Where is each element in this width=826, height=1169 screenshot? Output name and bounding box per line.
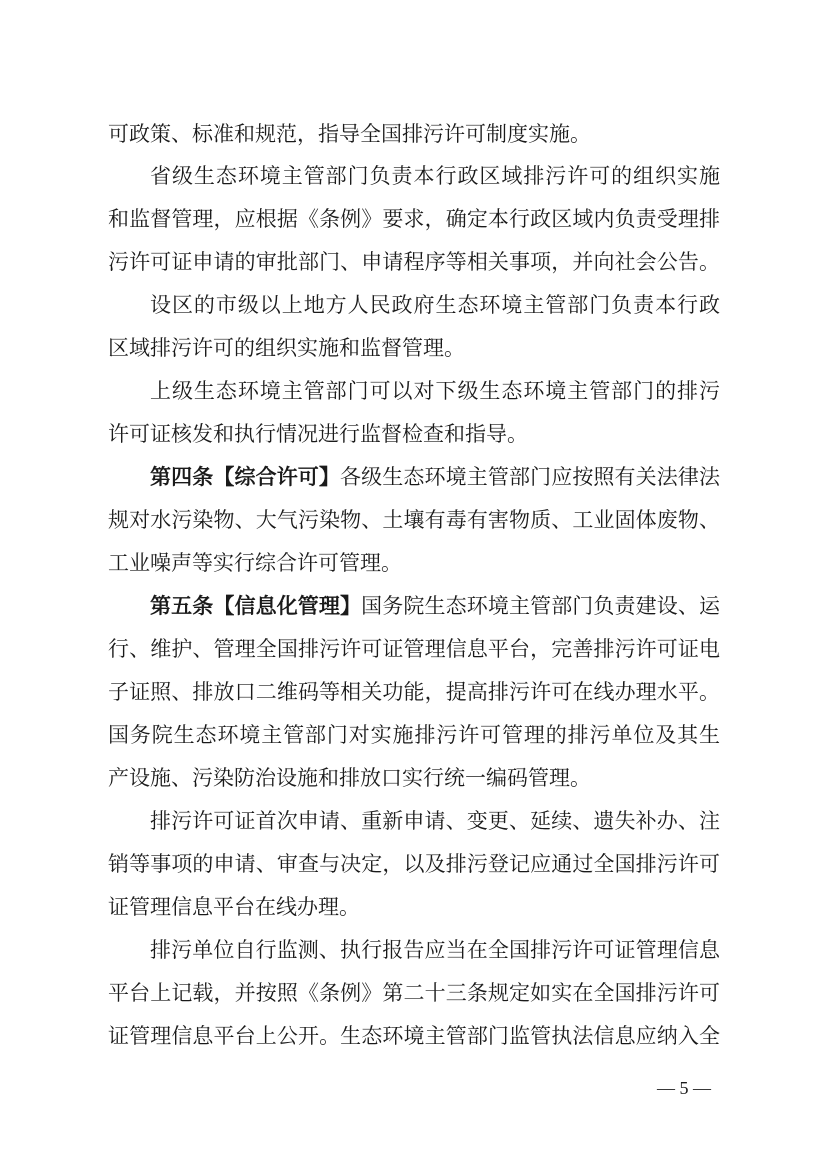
text-line: 排污单位自行监测、执行报告应当在全国排污许可证管理信息: [150, 938, 720, 962]
text-line: 行、维护、管理全国排污许可证管理信息平台，完善排污许可证电: [108, 637, 720, 661]
text-line: 工业噪声等实行综合许可管理。: [108, 551, 402, 575]
text-line: 国务院生态环境主管部门对实施排污许可管理的排污单位及其生: [108, 723, 720, 747]
text-line: 规对水污染物、大气污染物、土壤有毒有害物质、工业固体废物、: [108, 508, 720, 532]
text-line: 证管理信息平台在线办理。: [108, 895, 360, 919]
text-line: 销等事项的申请、审查与决定，以及排污登记应通过全国排污许可: [108, 852, 720, 876]
article-4-line: [150, 462, 720, 492]
text-line: 省级生态环境主管部门负责本行政区域排污许可的组织实施: [150, 164, 720, 188]
text-line: 区域排污许可的组织实施和监督管理。: [108, 336, 465, 360]
text-line: 平台上记载，并按照《条例》第二十三条规定如实在全国排污许可: [108, 981, 720, 1005]
article-4-title: 第四条【综合许可】: [150, 465, 341, 489]
text-line: 产设施、污染防治设施和排放口实行统一编码管理。: [108, 766, 591, 790]
article-5-line: [150, 591, 720, 621]
text-line: 可政策、标准和规范，指导全国排污许可制度实施。: [108, 122, 591, 146]
text-line: 子证照、排放口二维码等相关功能，提高排污许可在线办理水平。: [108, 680, 720, 704]
text-line: 许可证核发和执行情况进行监督检查和指导。: [108, 422, 528, 446]
page-number: — 5 —: [657, 1078, 711, 1098]
text-line: 设区的市级以上地方人民政府生态环境主管部门负责本行政: [150, 293, 720, 317]
text-line: 排污许可证首次申请、重新申请、变更、延续、遗失补办、注: [150, 809, 720, 833]
article-5-title: 第五条【信息化管理】: [150, 594, 362, 618]
article-4-text: 各级生态环境主管部门应按照有关法律法: [340, 465, 721, 489]
text-line: 上级生态环境主管部门可以对下级生态环境主管部门的排污: [150, 379, 720, 403]
text-line: 和监督管理，应根据《条例》要求，确定本行政区域内负责受理排: [108, 207, 720, 231]
article-5-text: 国务院生态环境主管部门负责建设、运: [361, 594, 721, 618]
text-line: 污许可证申请的审批部门、申请程序等相关事项，并向社会公告。: [108, 250, 720, 274]
text-line: 证管理信息平台上公开。生态环境主管部门监管执法信息应纳入全: [108, 1024, 720, 1048]
